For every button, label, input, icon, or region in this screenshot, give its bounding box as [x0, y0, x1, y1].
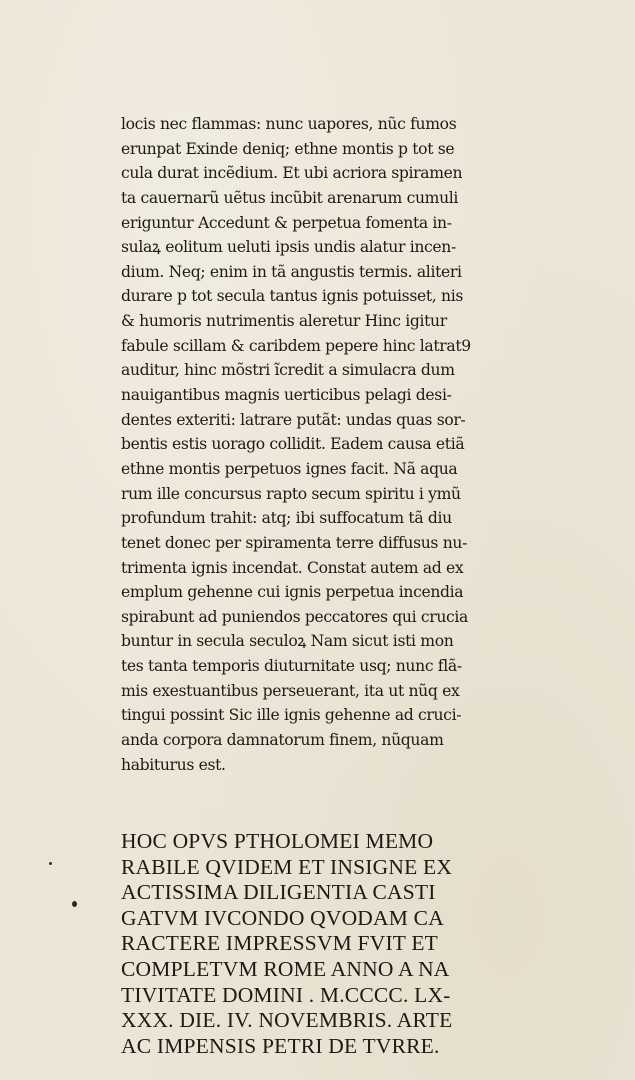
text-line: nauigantibus magnis uerticibus pelagi desi-	[121, 386, 452, 405]
text-line: tes tanta temporis diuturnitate usq; nunc flã-	[121, 657, 462, 676]
text-line: profundum trahit: atq; ibi suffocatum tã diu	[121, 509, 452, 528]
margin-ink-blot	[72, 901, 77, 907]
colophon-line: ACTISSIMA DILIGENTIA CASTI	[121, 880, 436, 905]
body-text	[121, 112, 501, 777]
text-line: fabule scillam & caribdem pepere hinc latrat9	[121, 336, 471, 355]
text-line: mis exestuantibus perseuerant, ita ut nũq ex	[121, 681, 460, 700]
text-line: buntur in secula seculoꝝ Nam sicut isti mon	[121, 632, 454, 651]
colophon-line: COMPLETVM ROME ANNO A NA	[121, 956, 450, 981]
text-line: trimenta ignis incendat. Constat autem ad ex	[121, 558, 464, 577]
text-line: ethne montis perpetuos ignes facit. Nã aqua	[121, 459, 458, 478]
colophon-line: RACTERE IMPRESSVM FVIT ET	[121, 931, 438, 956]
text-line: sulaꝝ eolitum ueluti ipsis undis alatur incen-	[121, 238, 456, 257]
text-line: dentes exteriti: latrare putãt: undas quas sor-	[121, 410, 466, 429]
colophon	[121, 829, 501, 1059]
text-line: eriguntur Accedunt & perpetua fomenta in-	[121, 213, 452, 232]
text-line: emplum gehenne cui ignis perpetua incendia	[121, 583, 464, 602]
text-line: & humoris nutrimentis aleretur Hinc igitur	[121, 312, 447, 331]
colophon-line: HOC OPVS PTHOLOMEI MEMO	[121, 829, 434, 853]
text-line: erunpat Exinde deniq; ethne montis p tot se	[121, 139, 455, 158]
text-line: auditur, hinc mõstri ĩcredit a simulacra dum	[121, 361, 455, 380]
text-line: durare p tot secula tantus ignis potuisset, nis	[121, 287, 463, 306]
margin-dot	[49, 862, 52, 865]
text-line: tingui possint Sic ille ignis gehenne ad cruci-	[121, 706, 462, 725]
text-line: tenet donec per spiramenta terre diffusus nu-	[121, 533, 467, 552]
text-line: ta cauernarũ uẽtus incũbit arenarum cumuli	[121, 188, 459, 207]
text-line: anda corpora damnatorum finem, nũquam	[121, 731, 444, 750]
text-line: habiturus est.	[121, 755, 226, 774]
colophon-line: AC IMPENSIS PETRI DE TVRRE.	[121, 1033, 440, 1058]
text-line: spirabunt ad puniendos peccatores qui crucia	[121, 607, 468, 626]
text-line: dium. Neq; enim in tã angustis termis. aliteri	[121, 262, 462, 281]
colophon-line: XXX. DIE. IV. NOVEMBRIS. ARTE	[121, 1008, 453, 1033]
colophon-line: GATVM IVCONDO QVODAM CA	[121, 905, 444, 930]
text-line: bentis estis uorago collidit. Eadem causa etiã	[121, 435, 465, 454]
colophon-line: TIVITATE DOMINI . M.CCCC. LX-	[121, 982, 451, 1007]
text-line: locis nec flammas: nunc uapores, nũc fumos	[121, 115, 457, 133]
colophon-line: RABILE QVIDEM ET INSIGNE EX	[121, 854, 453, 879]
text-line: rum ille concursus rapto secum spiritu i ymũ	[121, 484, 461, 503]
text-line: cula durat incẽdium. Et ubi acriora spiramen	[121, 164, 463, 183]
